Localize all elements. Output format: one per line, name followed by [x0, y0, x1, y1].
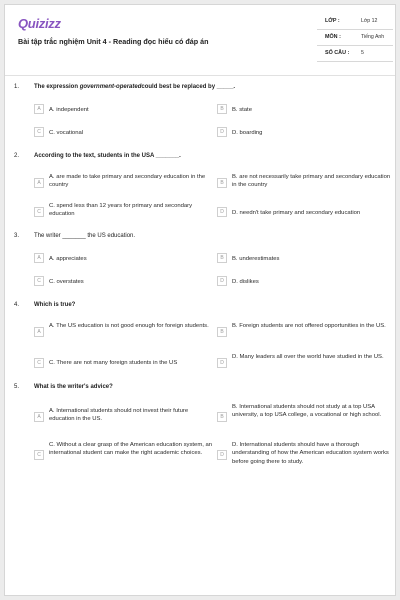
option-text: D. Many leaders all over the world have studied in the US. [232, 354, 384, 360]
question-text: The writer _______ the US education. [34, 233, 136, 239]
option-letter: D [217, 207, 227, 217]
option-text: C. vocational [49, 130, 84, 136]
option-text: A. independent [49, 107, 89, 113]
option-letter: D [217, 450, 227, 460]
option-text: A. The US education is not good enough for foreign students. [49, 323, 209, 329]
option-text: D. dislikes [232, 279, 259, 285]
option-letter: D [217, 127, 227, 137]
question-number: 4. [14, 302, 20, 308]
info-box [317, 14, 393, 62]
option-letter: A [34, 178, 44, 188]
option-text: B. are not necessarily take primary and secondary education in the country [232, 174, 391, 189]
option-text: D. needn't take primary and secondary education [232, 210, 361, 216]
option-letter: C [34, 127, 44, 137]
question-text: Which is true? [34, 302, 76, 308]
option-letter: A [34, 412, 44, 422]
question-number: 3. [14, 233, 20, 239]
question-text: The expression government-operatedcould best be replaced by _____. [34, 84, 236, 90]
option-text: A. International students should not invest their future education in the US. [49, 408, 189, 423]
option-letter: B [217, 412, 227, 422]
option-text: B. International students should not study at a top USA university, a top USA college, a vocational or high school. [232, 404, 382, 419]
info-value: 5 [361, 50, 364, 56]
option-text: B. state [232, 107, 252, 113]
page-title: Bài tập trắc nghiệm Unit 4 - Reading đọc hiểu có đáp án [18, 37, 209, 46]
option-letter: D [217, 358, 227, 368]
question-number: 2. [14, 153, 20, 159]
option-letter: B [217, 178, 227, 188]
worksheet-page [4, 4, 396, 596]
question-text: According to the text, students in the USA _______. [34, 153, 181, 159]
option-text: A. appreciates [49, 256, 87, 262]
option-letter: C [34, 276, 44, 286]
option-text: D. boarding [232, 130, 263, 136]
info-value: Tiếng Anh [361, 34, 385, 40]
option-letter: C [34, 358, 44, 368]
info-label: MÔN : [325, 34, 341, 40]
info-label: LỚP : [325, 18, 340, 24]
question-number: 5. [14, 384, 20, 390]
info-row-grade [317, 14, 393, 30]
option-letter: D [217, 276, 227, 286]
info-value: Lớp 12 [361, 18, 378, 24]
option-letter: B [217, 104, 227, 114]
option-text: C. There are not many foreign students in the US [49, 360, 178, 366]
info-row-subject [317, 30, 393, 46]
quizizz-logo[interactable]: Quizizz [18, 16, 61, 31]
option-letter: B [217, 253, 227, 263]
option-letter: A [34, 253, 44, 263]
option-letter: B [217, 327, 227, 337]
option-text: C. overstates [49, 279, 84, 285]
option-text: C. spend less than 12 years for primary and secondary education [49, 203, 193, 218]
header-divider [5, 75, 395, 76]
option-text: C. Without a clear grasp of the American education system, an international student can make the right academic choices. [49, 442, 213, 457]
option-text: B. underestimates [232, 256, 280, 262]
question-text: What is the writer's advice? [34, 384, 113, 390]
option-text: A. are made to take primary and secondary education in the country [49, 174, 206, 189]
info-row-count [317, 46, 393, 62]
info-label: SỐ CÂU : [325, 50, 350, 56]
option-letter: C [34, 450, 44, 460]
option-text: D. International students should have a thorough understanding of how the American education system works before going there to study. [232, 442, 389, 465]
question-number: 1. [14, 84, 20, 90]
option-letter: A [34, 327, 44, 337]
option-text: B. Foreign students are not offered opportunities in the US. [232, 323, 386, 329]
worksheet-header [5, 5, 395, 73]
option-letter: C [34, 207, 44, 217]
option-letter: A [34, 104, 44, 114]
